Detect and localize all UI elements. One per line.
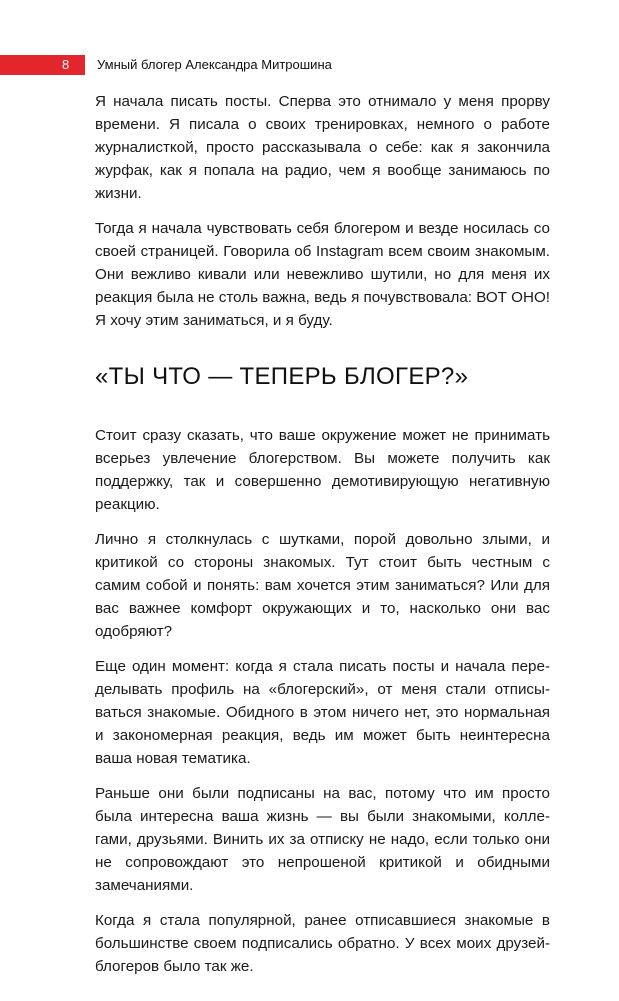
paragraph: Лично я столкнулась с шутками, порой довольно злыми, и критикой со стороны знакомых. Тут стоит быть честным с самим собой и понять: вам хочется этим заниматься? Или для вас важнее комфорт окружающих и то, насколько они вас одобряют? — [95, 531, 550, 640]
running-title: Умный блогер Александра Митрошина — [97, 57, 332, 72]
header-accent-bar — [0, 55, 85, 75]
section-heading: «ТЫ ЧТО — ТЕПЕРЬ БЛОГЕР?» — [95, 363, 469, 390]
paragraph: Раньше они были подписаны на вас, потому что им просто была интересна ваша жизнь — вы были знакомыми, коллегами, друзьями. Винить их за отписку не надо, если только они не сопровождают это непрошеной критикой и обидными замечаниями. — [95, 785, 550, 894]
paragraph: Тогда я начала чувствовать себя блогером и везде носилась со своей страницей. Говорила об Instagram всем своим знакомым. Они вежливо кивали или невежливо шутили, но для меня их реакция была не столь важна, ведь я почувствовала: ВОТ ОНО! Я хочу этим заниматься, и я буду. — [95, 220, 550, 329]
paragraph: Я начала писать посты. Сперва это отнимало у меня прорву времени. Я писала о своих тренировках, немного о работе журналисткой, просто рассказывала о себе: как я закончила журфак, как я попала на радио, чем я вообще занимаюсь по жизни. — [95, 93, 550, 202]
page-body — [95, 90, 550, 990]
paragraph: Стоит сразу сказать, что ваше окружение может не принимать всерьез увлечение блогерством. Вы можете получить как поддержку, так и совершенно демотивирующую негативную реакцию. — [95, 427, 550, 513]
page-number: 8 — [62, 57, 70, 72]
paragraph: Когда я стала популярной, ранее отписавшиеся знакомые в большинстве своем подписались обратно. У всех моих друзей-блогеров было так же. — [95, 912, 550, 975]
paragraph: Еще один момент: когда я стала писать посты и начала переделывать профиль на «блогерский», от меня стали отписываться знакомые. Обидного в этом ничего нет, это нормальная и закономерная реакция, ведь им может быть неинтересна ваша новая тематика. — [95, 658, 550, 767]
